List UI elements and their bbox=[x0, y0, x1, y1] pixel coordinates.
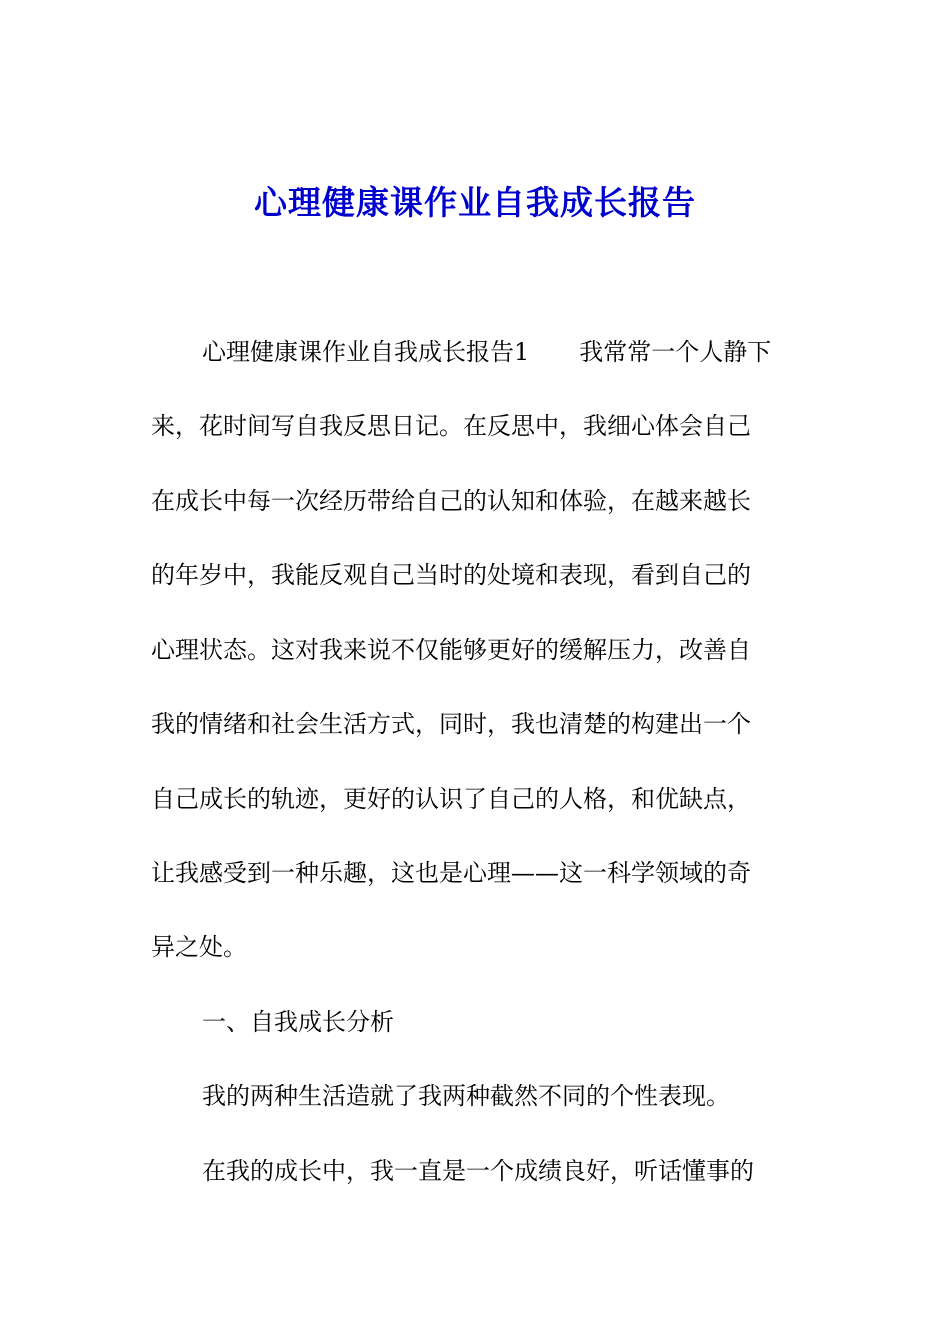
paragraph-text: 我常常一个人静下 bbox=[579, 338, 772, 366]
paragraph-line: 心理状态。这对我来说不仅能够更好的缓解压力，改善自 bbox=[151, 636, 751, 664]
paragraph-line: 我的两种生活造就了我两种截然不同的个性表现。 bbox=[202, 1082, 730, 1110]
report-heading: 心理健康课作业自我成长报告1 bbox=[202, 338, 530, 366]
paragraph-line bbox=[202, 336, 862, 368]
paragraph-line: 让我感受到一种乐趣，这也是心理——这一科学领域的奇 bbox=[151, 859, 751, 887]
section-heading: 一、自我成长分析 bbox=[202, 1008, 394, 1036]
paragraph-line: 异之处。 bbox=[151, 933, 247, 961]
document-title: 心理健康课作业自我成长报告 bbox=[254, 183, 696, 222]
paragraph-line: 在成长中每一次经历带给自己的认知和体验，在越来越长 bbox=[151, 487, 751, 515]
paragraph-line: 自己成长的轨迹，更好的认识了自己的人格，和优缺点， bbox=[151, 785, 751, 813]
paragraph-line: 在我的成长中，我一直是一个成绩良好，听话懂事的 bbox=[202, 1157, 754, 1185]
paragraph-line: 的年岁中，我能反观自己当时的处境和表现，看到自己的 bbox=[151, 561, 751, 589]
paragraph-line: 来，花时间写自我反思日记。在反思中，我细心体会自己 bbox=[151, 412, 751, 440]
paragraph-line: 我的情绪和社会生活方式，同时，我也清楚的构建出一个 bbox=[151, 710, 751, 738]
